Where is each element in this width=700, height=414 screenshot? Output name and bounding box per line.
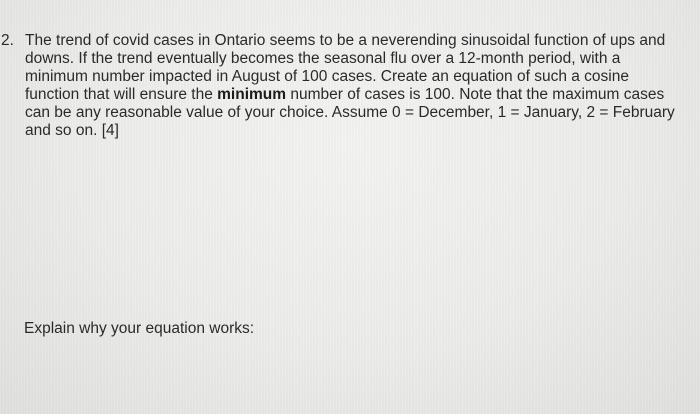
question-line-4-end: number of cases is 100. Note that the maximum cases — [286, 86, 665, 103]
question-line-5: can be any reasonable value of your choice. Assume 0 = December, 1 = January, 2 = February — [25, 104, 675, 121]
explain-prompt: Explain why your equation works: — [24, 320, 255, 337]
question-line-1: The trend of covid cases in Ontario seems to be a neverending sinusoidal function of ups and — [25, 32, 666, 49]
question-text — [25, 32, 685, 140]
question-line-6: and so on. [4] — [25, 122, 119, 139]
question-line-3: minimum number impacted in August of 100 cases. Create an equation of such a cosine — [25, 68, 629, 85]
question-block — [0, 32, 690, 140]
question-number: 2. — [1, 32, 14, 49]
question-line-4 — [25, 86, 685, 104]
minimum-emphasis: minimum — [217, 86, 287, 103]
question-line-2: downs. If the trend eventually becomes the seasonal flu over a 12-month period, with a — [25, 50, 621, 67]
question-line-4-start: function that will ensure the — [25, 86, 218, 103]
